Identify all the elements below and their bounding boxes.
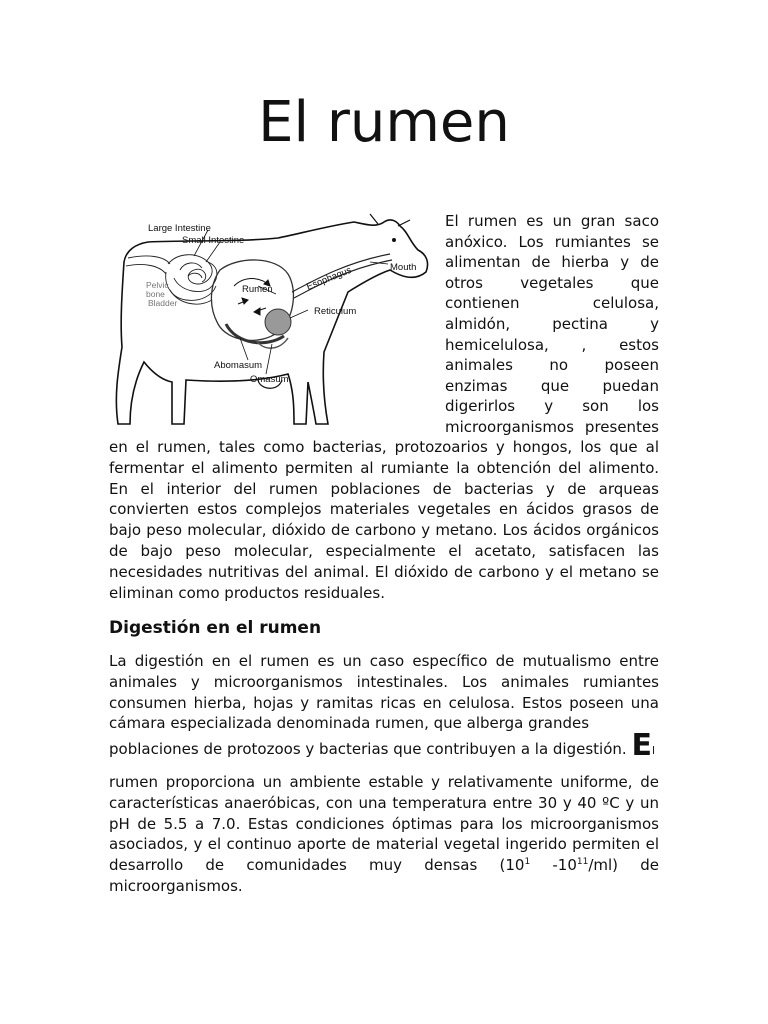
intro-line: anóxico. Los rumiantes se [445,232,659,251]
intro-line: contienen celulosa, [445,294,659,313]
label-omasum: Omasum [250,374,289,385]
label-abomasum: Abomasum [214,360,263,371]
digestion-p2-text-b: -10 [530,856,577,875]
label-esophagus: Esophagus [305,264,354,293]
intro-line: enzimas que puedan [445,376,659,395]
digestion-p2-text-c: /ml) de microorganismos. [109,856,659,895]
digestion-p2-text-a: rumen proporciona un ambiente estable y relativamente uniforme, de características anaeróbicas, con una temperatura entre 30 y 40 ºC y un pH de 5.5 a 7.0. Estas condiciones óptimas para los microorganismos asociados, y el continuo aporte de material vegetal ingerido permiten el desarrollo de comunidades muy densas (10 [109,773,659,875]
superscript-11: 11 [576,857,589,868]
intro-line: alimentan de hierba y de [445,253,659,272]
superscript-1: 1 [524,857,531,868]
label-rumen: Rumen [242,284,273,295]
intro-paragraph-side [445,211,659,438]
cow-diagram [108,212,440,434]
label-bladder: Bladder [148,298,178,308]
intro-line: digerirlos y son los [445,397,659,416]
drop-cap-letter: E [631,728,652,763]
intro-line: El rumen es un gran saco [445,212,659,230]
label-reticulum: Reticulum [314,306,357,317]
intro-paragraph-full: en el rumen, tales como bacterias, protozoarios y hongos, los que al fermentar el alimento permiten al rumiante la obtención del alimento. En el interior del rumen poblaciones de bacterias y de arqueas convierten estos complejos materiales vegetales en ácidos grasos de bajo peso molecular, dióxido de carbono y metano. Los ácidos orgánicos de bajo peso molecular, especialmente el acetato, satisfacen las necesidades nutritivas del animal. El dióxido de carbono y el metano se eliminan como productos residuales. [109,438,659,602]
cow-digestive-system-figure [108,212,440,434]
label-small-intestine: Small Intestine [182,235,245,246]
label-mouth: Mouth [390,262,417,273]
intro-line: microorganismos presentes [445,417,659,436]
label-pelvic-bone: Pelvic bone [146,280,169,299]
intro-line: otros vegetales que [445,273,659,292]
digestion-paragraph-1: La digestión en el rumen es un caso específico de mutualismo entre animales y microorganismos intestinales. Los animales rumiantes consumen hierba, hojas y ramitas ricas en celulosa. Estos poseen una cámara especializada denominada rumen, que alberga grandes [109,652,659,733]
digestion-line-end: poblaciones de protozoos y bacterias que contribuyen a la digestión. [109,740,627,758]
intro-line: hemicelulosa, , estos [445,335,659,354]
digestion-paragraph-1-end [109,728,659,763]
section-heading: Digestión en el rumen [109,618,322,638]
label-large-intestine: Large Intestine [148,223,211,234]
page-title: El rumen [258,90,510,155]
drop-cap-rest: l [651,744,656,757]
digestion-paragraph-2 [109,772,659,897]
reticulum-shape [265,309,291,335]
intro-line: animales no poseen [445,356,659,375]
intestines [126,255,217,304]
intro-line: almidón, pectina y [445,314,659,333]
